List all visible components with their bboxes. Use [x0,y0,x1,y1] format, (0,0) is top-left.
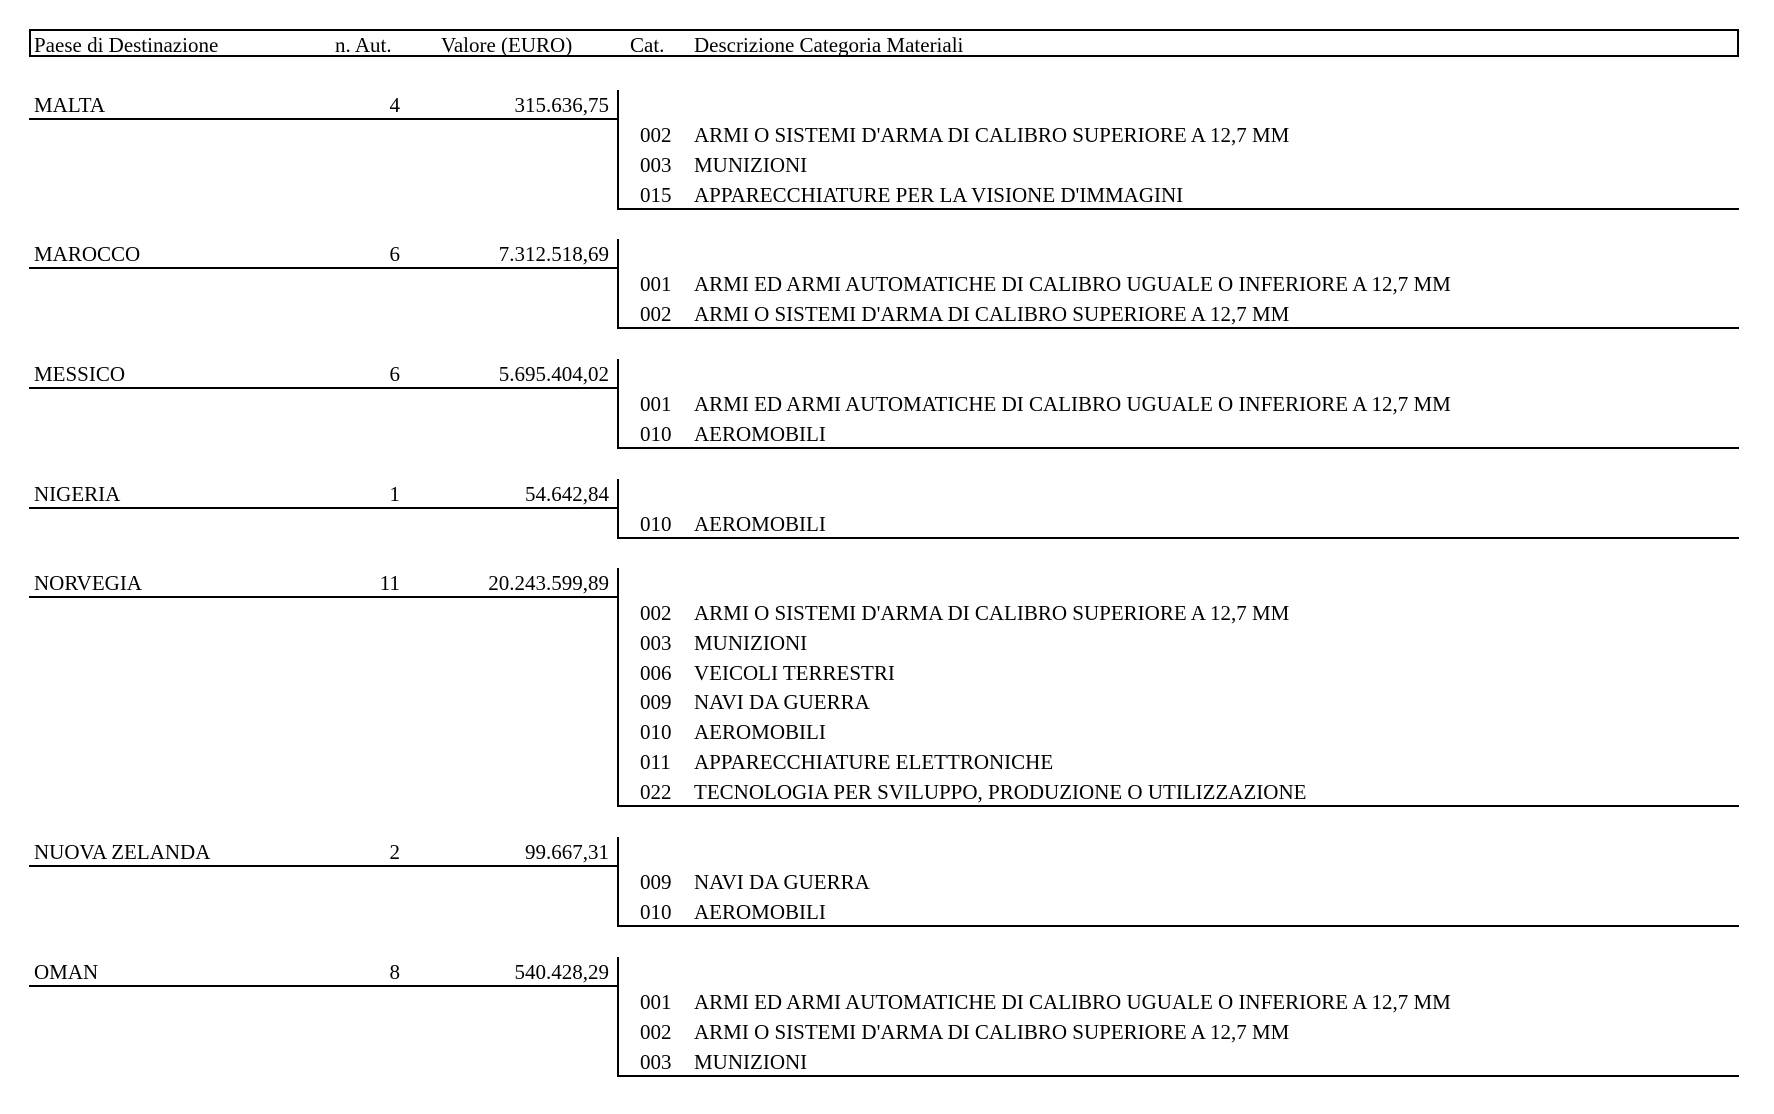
category-description: ARMI ED ARMI AUTOMATICHE DI CALIBRO UGUALE O INFERIORE A 12,7 MM [694,272,1451,296]
value-euro: 7.312.518,69 [498,242,609,266]
group-bottom-rule [617,537,1739,539]
category-code: 001 [640,392,672,416]
country-underline [29,865,618,867]
value-euro: 99.667,31 [525,840,609,864]
value-euro: 20.243.599,89 [488,571,609,595]
category-code: 010 [640,512,672,536]
authorization-count: 6 [389,362,400,386]
header-value: Valore (EURO) [441,33,573,57]
category-description: TECNOLOGIA PER SVILUPPO, PRODUZIONE O UTILIZZAZIONE [694,780,1307,804]
group-bracket [617,239,619,329]
category-description: AEROMOBILI [694,900,826,924]
category-code: 010 [640,422,672,446]
category-description: MUNIZIONI [694,1050,808,1074]
category-description: AEROMOBILI [694,720,826,744]
category-description: MUNIZIONI [694,631,808,655]
group-bracket [617,568,619,807]
category-code: 003 [640,631,672,655]
category-code: 022 [640,780,672,804]
authorization-count: 6 [389,242,400,266]
category-description: AEROMOBILI [694,422,826,446]
authorization-count: 2 [389,840,400,864]
country-name: NIGERIA [34,482,121,506]
country-name: MESSICO [34,362,126,386]
header-country: Paese di Destinazione [34,33,219,57]
category-code: 009 [640,690,672,714]
category-code: 003 [640,1050,672,1074]
country-underline [29,985,618,987]
group-bottom-rule [617,805,1739,807]
category-code: 003 [640,153,672,177]
category-code: 002 [640,601,672,625]
group-bracket [617,957,619,1077]
value-euro: 5.695.404,02 [498,362,609,386]
category-code: 006 [640,661,672,685]
group-bottom-rule [617,1075,1739,1077]
country-name: MALTA [34,93,106,117]
group-bracket [617,837,619,927]
category-code: 009 [640,870,672,894]
category-description: ARMI O SISTEMI D'ARMA DI CALIBRO SUPERIORE A 12,7 MM [694,601,1290,625]
country-name: NORVEGIA [34,571,142,595]
category-description: APPARECCHIATURE PER LA VISIONE D'IMMAGINI [694,183,1184,207]
group-bottom-rule [617,327,1739,329]
authorization-count: 4 [389,93,400,117]
category-description: AEROMOBILI [694,512,826,536]
header-description: Descrizione Categoria Materiali [694,33,964,57]
country-name: MAROCCO [34,242,141,266]
group-bottom-rule [617,925,1739,927]
country-underline [29,267,618,269]
category-description: MUNIZIONI [694,153,808,177]
category-description: ARMI O SISTEMI D'ARMA DI CALIBRO SUPERIORE A 12,7 MM [694,1020,1290,1044]
category-description: ARMI ED ARMI AUTOMATICHE DI CALIBRO UGUALE O INFERIORE A 12,7 MM [694,392,1451,416]
category-description: NAVI DA GUERRA [694,870,870,894]
group-bracket [617,90,619,210]
authorization-count: 8 [389,960,400,984]
header-count: n. Aut. [335,33,392,57]
country-underline [29,596,618,598]
group-bracket [617,479,619,539]
value-euro: 540.428,29 [514,960,609,984]
category-description: NAVI DA GUERRA [694,690,870,714]
category-description: ARMI ED ARMI AUTOMATICHE DI CALIBRO UGUALE O INFERIORE A 12,7 MM [694,990,1451,1014]
country-name: OMAN [34,960,99,984]
country-underline [29,387,618,389]
category-code: 001 [640,272,672,296]
category-code: 011 [640,750,671,774]
value-euro: 315.636,75 [514,93,609,117]
authorization-count: 11 [379,571,400,595]
category-code: 010 [640,720,672,744]
country-underline [29,118,618,120]
group-bottom-rule [617,447,1739,449]
group-bottom-rule [617,208,1739,210]
group-bracket [617,359,619,449]
header-category: Cat. [630,33,665,57]
category-code: 015 [640,183,672,207]
category-code: 001 [640,990,672,1014]
category-code: 010 [640,900,672,924]
category-code: 002 [640,302,672,326]
country-name: NUOVA ZELANDA [34,840,211,864]
country-underline [29,507,618,509]
category-code: 002 [640,1020,672,1044]
authorization-count: 1 [389,482,400,506]
category-code: 002 [640,123,672,147]
category-description: ARMI O SISTEMI D'ARMA DI CALIBRO SUPERIORE A 12,7 MM [694,302,1290,326]
category-description: VEICOLI TERRESTRI [694,661,895,685]
category-description: ARMI O SISTEMI D'ARMA DI CALIBRO SUPERIORE A 12,7 MM [694,123,1290,147]
category-description: APPARECCHIATURE ELETTRONICHE [694,750,1054,774]
value-euro: 54.642,84 [525,482,609,506]
